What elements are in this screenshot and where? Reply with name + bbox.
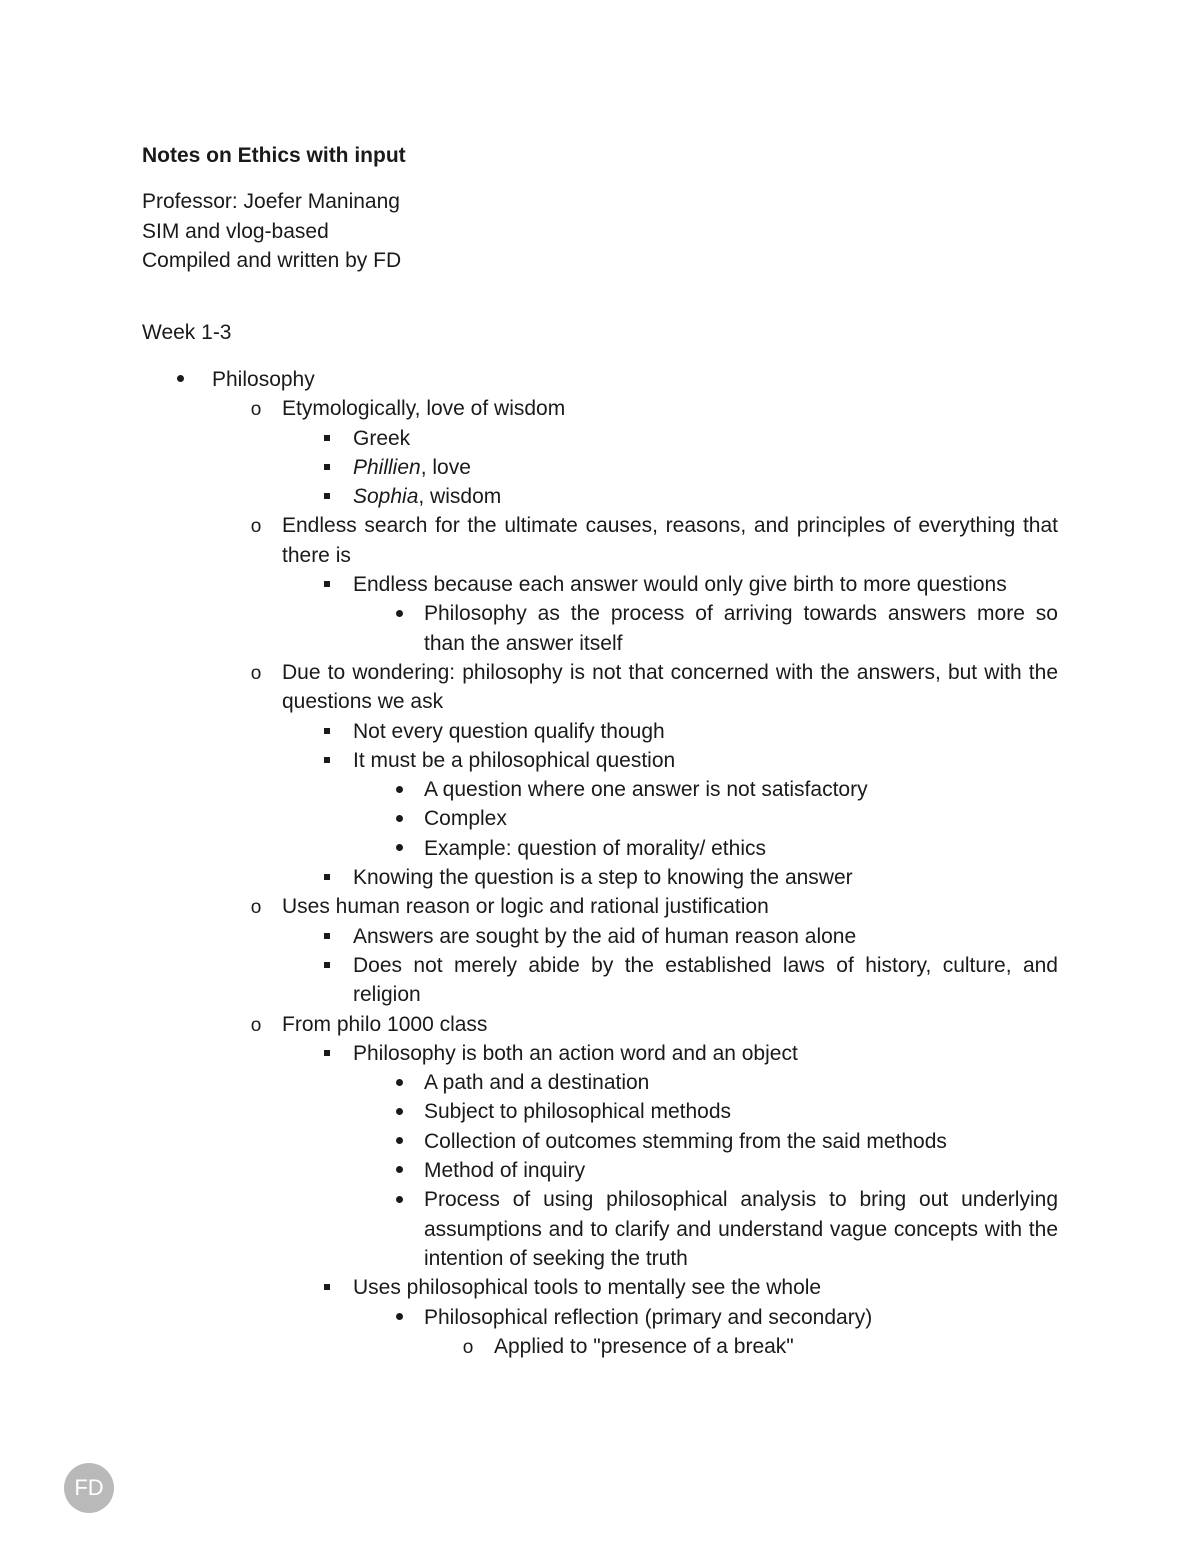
- outline-item-text: From philo 1000 class: [282, 1012, 488, 1036]
- outline-item-text: Method of inquiry: [424, 1159, 586, 1183]
- bullet-square-icon: [317, 717, 337, 746]
- bullet-disc-icon: [389, 804, 409, 833]
- outline-item: [424, 775, 1058, 804]
- outline-item-text: Endless search for the ultimate causes, reasons, and principles of everything that there is: [282, 514, 1058, 567]
- outline-item-text: Answers are sought by the aid of human reason alone: [353, 924, 857, 948]
- outline-item: [424, 834, 1058, 863]
- outline-item: [424, 1156, 1058, 1185]
- bullet-square-icon: [317, 424, 337, 453]
- outline-item-text: It must be a philosophical question: [353, 748, 676, 772]
- bullet-square-icon: [317, 453, 337, 482]
- bullet-circle-icon: [246, 394, 266, 424]
- outline-item: [494, 1332, 1058, 1361]
- outline-item: [282, 511, 1058, 570]
- outline-item-text: Philosophical reflection (primary and secondary): [424, 1305, 873, 1329]
- outline-item: [353, 922, 1058, 951]
- bullet-square-icon: [317, 1273, 337, 1302]
- outline-item-text: Uses human reason or logic and rational justification: [282, 895, 769, 919]
- outline-item-text: Knowing the question is a step to knowing the answer: [353, 866, 853, 890]
- outline-item: [212, 365, 1058, 394]
- outline-item: [353, 717, 1058, 746]
- bullet-disc-icon: [389, 775, 409, 804]
- outline-item-text: Endless because each answer would only give birth to more questions: [353, 573, 1007, 597]
- document-meta: [142, 187, 401, 276]
- bullet-circle-icon: [246, 1010, 266, 1040]
- outline-item: [353, 951, 1058, 1010]
- bullet-square-icon: [317, 1039, 337, 1068]
- bullet-circle-icon: [246, 892, 266, 922]
- outline-item-text: Etymologically, love of wisdom: [282, 397, 566, 421]
- outline-item-text: Subject to philosophical methods: [424, 1100, 732, 1124]
- week-heading: Week 1-3: [142, 321, 232, 344]
- bullet-circle-icon: [246, 658, 266, 688]
- bullet-disc-icon: [389, 1068, 409, 1097]
- professor-line: Professor: Joefer Maninang: [142, 190, 400, 213]
- bullet-disc-icon: [389, 834, 409, 863]
- greek-term-meaning: , love: [420, 455, 471, 479]
- outline-item-text: Due to wondering: philosophy is not that concerned with the answers, but with the questions we ask: [282, 660, 1058, 714]
- outline-item-text: Philosophy is both an action word and an object: [353, 1041, 798, 1065]
- bullet-disc-icon: [170, 365, 190, 394]
- outline-item: [353, 746, 1058, 775]
- bullet-disc-icon: [389, 1097, 409, 1126]
- outline-item-text: Uses philosophical tools to mentally see the whole: [353, 1276, 822, 1300]
- bullet-disc-icon: [389, 1185, 409, 1214]
- bullet-disc-icon: [389, 1156, 409, 1185]
- outline-item: [353, 1039, 1058, 1068]
- bullet-square-icon: [317, 746, 337, 775]
- outline-item: [282, 394, 1058, 423]
- bullet-circle-icon: [458, 1332, 478, 1362]
- outline-item-text: Collection of outcomes stemming from the said methods: [424, 1129, 947, 1153]
- outline-item: [282, 658, 1058, 717]
- outline-item: [424, 804, 1058, 833]
- outline-item-text: Applied to "presence of a break": [494, 1334, 794, 1358]
- outline-item-text: Greek: [353, 426, 411, 450]
- bullet-square-icon: [317, 570, 337, 599]
- outline-item: [353, 863, 1058, 892]
- bullet-disc-icon: [389, 1303, 409, 1332]
- greek-term-meaning: , wisdom: [418, 485, 502, 509]
- outline-item: [282, 892, 1058, 921]
- author-line: Compiled and written by FD: [142, 249, 402, 272]
- outline-item-text: Example: question of morality/ ethics: [424, 836, 766, 860]
- outline-item: [282, 1010, 1058, 1039]
- outline-item-text: Complex: [424, 807, 507, 831]
- outline-item: [353, 570, 1058, 599]
- outline-item-text: Does not merely abide by the established laws of history, culture, and religion: [353, 953, 1058, 1007]
- outline-item: [353, 424, 1058, 453]
- bullet-square-icon: [317, 922, 337, 951]
- greek-term: Phillien: [353, 455, 421, 479]
- source-line: SIM and vlog-based: [142, 219, 329, 243]
- outline-item-text: A question where one answer is not satisfactory: [424, 778, 868, 802]
- bullet-disc-icon: [389, 599, 409, 628]
- bullet-square-icon: [317, 482, 337, 511]
- outline-item: [424, 1303, 1058, 1332]
- outline-item: [424, 1127, 1058, 1156]
- bullet-square-icon: [317, 951, 337, 980]
- outline-item-text: Philosophy as the process of arriving towards answers more so than the answer itself: [424, 602, 1058, 655]
- outline-item: [353, 1273, 1058, 1302]
- outline-item-text: Process of using philosophical analysis to bring out underlying assumptions and to clarify and understand vague concepts with the intention of seeking the truth: [424, 1188, 1058, 1270]
- bullet-circle-icon: [246, 511, 266, 541]
- outline-item: [353, 453, 1058, 482]
- outline-item-text: [353, 485, 501, 508]
- bullet-disc-icon: [389, 1127, 409, 1156]
- outline-item-text: A path and a destination: [424, 1071, 650, 1095]
- outline-item-text: Not every question qualify though: [353, 719, 665, 743]
- author-badge: FD: [64, 1463, 114, 1513]
- outline-item: [353, 482, 1058, 511]
- outline-item: [424, 1068, 1058, 1097]
- outline-list: [0, 365, 1200, 1361]
- bullet-square-icon: [317, 863, 337, 892]
- outline-item: [424, 599, 1058, 658]
- outline-item-text: [353, 456, 471, 479]
- greek-term: Sophia: [353, 485, 419, 509]
- outline-item-text: Philosophy: [212, 368, 315, 391]
- outline-item: [424, 1097, 1058, 1126]
- document-title: Notes on Ethics with input: [142, 144, 406, 167]
- outline-item: [424, 1185, 1058, 1273]
